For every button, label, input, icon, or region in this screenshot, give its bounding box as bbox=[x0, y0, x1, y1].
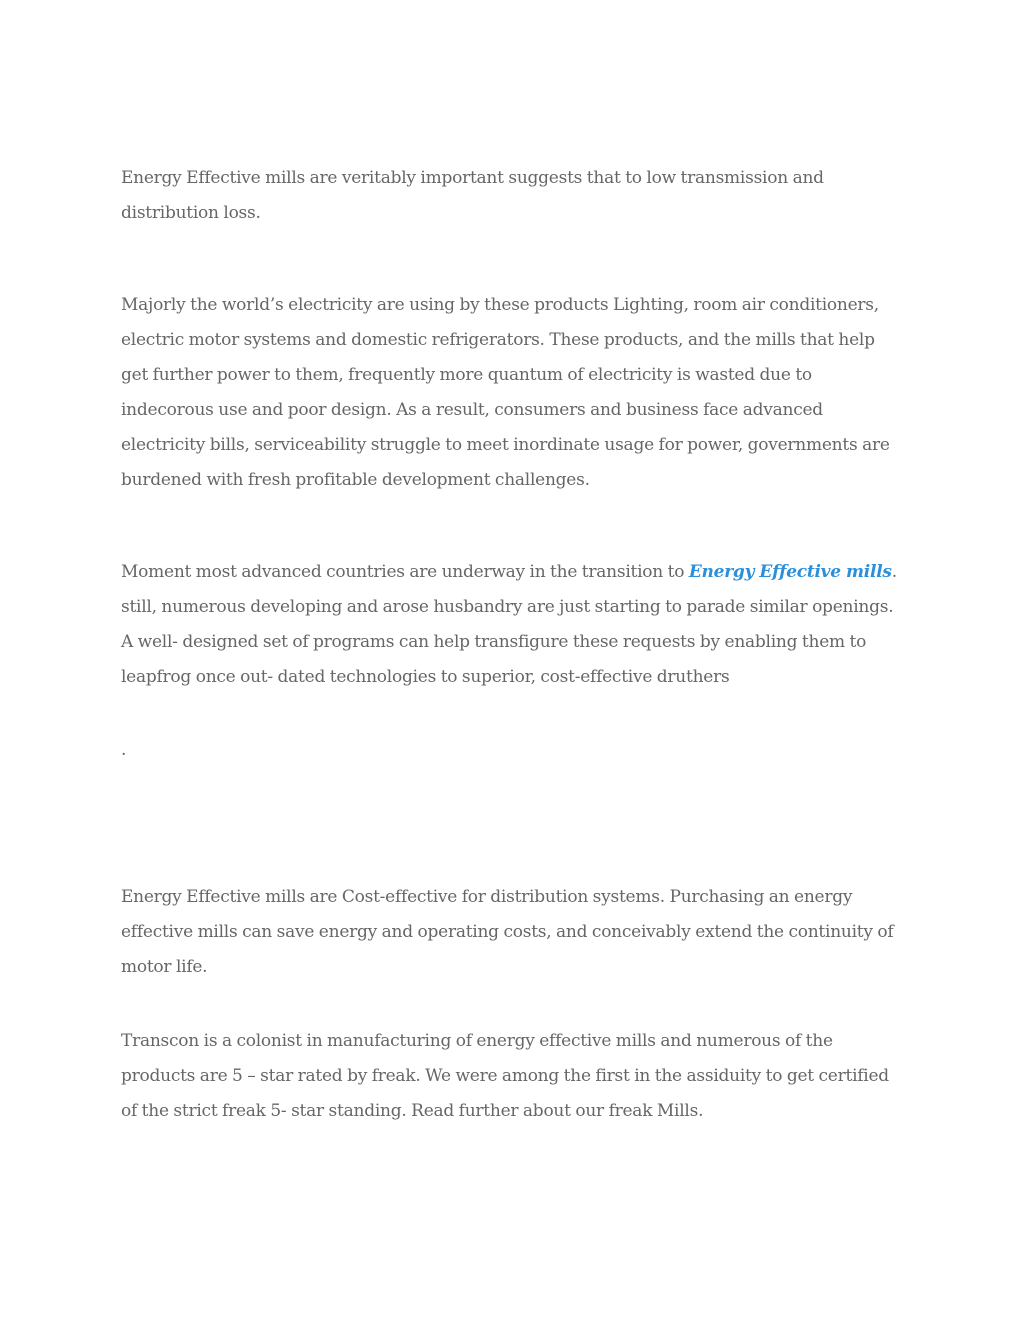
paragraph-transcon: Transcon is a colonist in manufacturing of energy effective mills and numerous of the products are 5 – star rated by freak. We were among the first in the assiduity to get certified of the strict freak 5- star standing. Read further about our freak Mills. bbox=[121, 1031, 889, 1121]
paragraph-transition-text-after: . still, numerous developing and arose husbandry are just starting to parade similar openings. A well- designed set of programs can help transfigure these requests by enabling them to leapfrog once out- dated technologies to superior, cost-effective druthers bbox=[121, 562, 897, 687]
paragraph-transition bbox=[121, 555, 906, 695]
paragraph-electricity-usage: Majorly the world’s electricity are using by these products Lighting, room air conditioners, electric motor systems and domestic refrigerators. These products, and the mills that help get further power to them, frequently more quantum of electricity is wasted due to indecorous use and poor design. As a result, consumers and business face advanced electricity bills, serviceability struggle to meet inordinate usage for power, governments are burdened with fresh profitable development challenges. bbox=[121, 295, 890, 490]
energy-effective-mills-link[interactable]: Energy Effective mills bbox=[688, 562, 892, 582]
paragraph-transition-text-before: Moment most advanced countries are underway in the transition to bbox=[121, 562, 689, 582]
paragraph-cost-effective: Energy Effective mills are Cost-effective for distribution systems. Purchasing an energy effective mills can save energy and operating costs, and conceivably extend the continuity of motor life. bbox=[121, 887, 894, 977]
paragraph-period: . bbox=[121, 740, 127, 760]
paragraph-intro: Energy Effective mills are veritably important suggests that to low transmission and distribution loss. bbox=[121, 168, 824, 223]
